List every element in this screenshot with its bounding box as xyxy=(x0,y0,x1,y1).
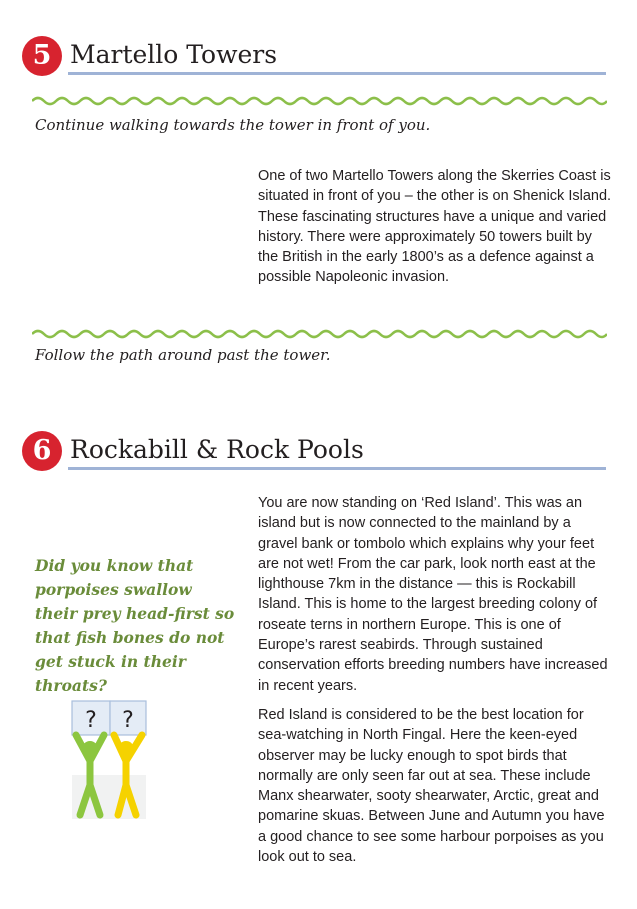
title-underline xyxy=(68,72,606,75)
sea-watching-paragraph: Red Island is considered to be the best location for sea-watching in North Fingal. Here the keen-eyed observer may be lucky enough to spot birds that normally are only seen far out at sea. These include Manx shearwater, sooty shearwater, Arctic, great and pomarine skuas. Between June and Autumn you have a good chance to see some harbour porpoises as you look out to sea. xyxy=(258,707,605,866)
red-island-paragraph: You are now standing on ‘Red Island’. This was an island but is now connected to the mainland by a gravel bank or tombolo which explains why your feet are not wet! From the car park, look north east at the lighthouse 7km in the distance — this is Rockabill Island. This is home to the largest breeding colony of roseate terns in northern Europe. This is one of Europe’s rarest seabirds. Through sustained conservation efforts breeding numbers have increased in recent years. xyxy=(258,495,608,694)
martello-paragraph: One of two Martello Towers along the Skerries Coast is situated in front of you – the other is on Shenick Island. These fascinating structures have a unique and varied history. There were approximately 50 towers built by the British in the early 1800’s as a defence against a possible Napoleonic invasion. xyxy=(258,168,612,286)
instruction-continue: Continue walking towards the tower in front of you. xyxy=(35,116,431,134)
title-underline xyxy=(68,467,606,470)
did-you-know-fact: Did you know that porpoises swallow their prey head-first so that fish bones do not get stuck in their throats? xyxy=(35,556,235,695)
wavy-line-divider-icon xyxy=(32,95,607,107)
sign-right-mark: ? xyxy=(122,708,134,733)
section-number-badge: 6 xyxy=(22,431,62,471)
section-title: Martello Towers xyxy=(70,40,278,69)
sign-left-mark: ? xyxy=(85,708,97,733)
wavy-line-divider-icon xyxy=(32,328,607,340)
people-holding-question-signs-icon xyxy=(62,695,162,820)
section-title: Rockabill & Rock Pools xyxy=(70,435,364,464)
instruction-follow-path: Follow the path around past the tower. xyxy=(35,346,331,364)
section-number-badge: 5 xyxy=(22,36,62,76)
